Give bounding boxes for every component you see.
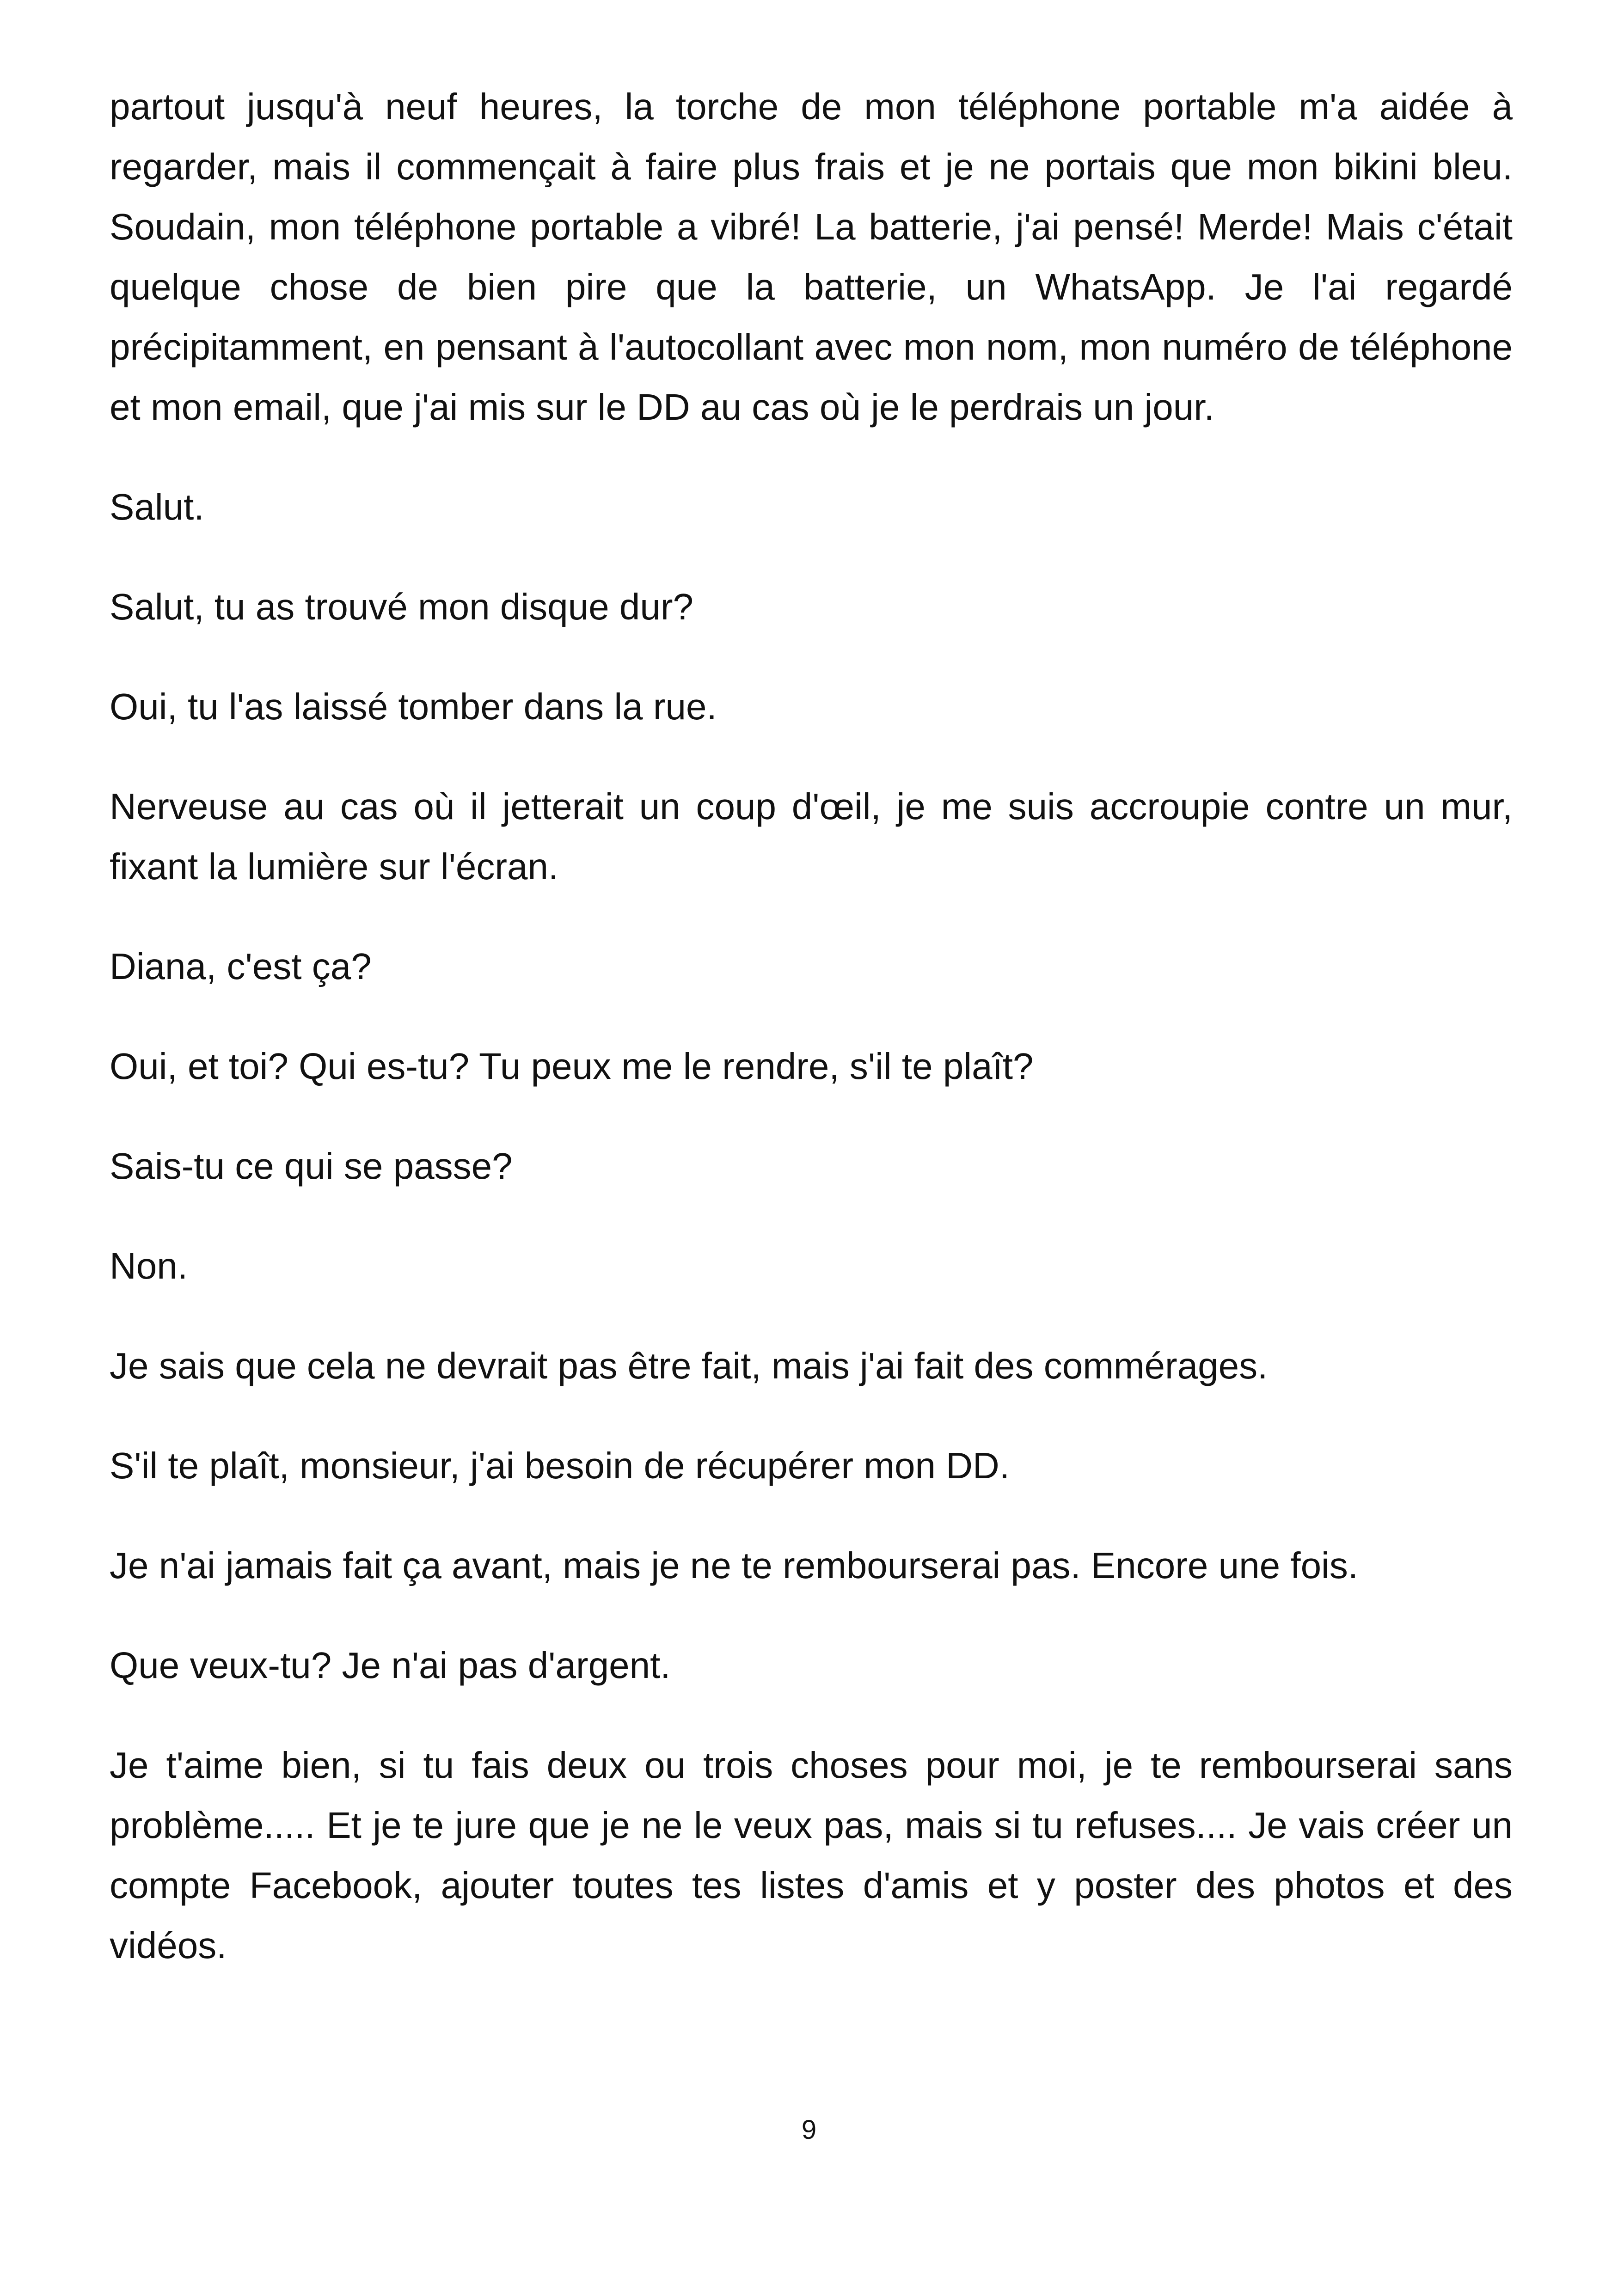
paragraph-dialogue-10: Je n'ai jamais fait ça avant, mais je ne te rembourserai pas. Encore une fois. (110, 1545, 1359, 1586)
paragraph-dialogue-8: Je sais que cela ne devrait pas être fait, mais j'ai fait des commérages. (110, 1345, 1268, 1386)
page-number: 9 (801, 2115, 817, 2145)
paragraph-dialogue-11: Que veux-tu? Je n'ai pas d'argent. (110, 1645, 671, 1686)
paragraph-dialogue-1: Salut. (110, 486, 204, 527)
paragraph-dialogue-9: S'il te plaît, monsieur, j'ai besoin de récupérer mon DD. (110, 1445, 1010, 1486)
paragraph-narration-1: partout jusqu'à neuf heures, la torche de mon téléphone portable m'a aidée à regarder, mais il commençait à faire plus frais et je ne portais que mon bikini bleu. Soudain, mon téléphone portable a vibré! La batterie, j'ai pensé! Merde! Mais c'était quelque chose de bien pire que la batterie, un WhatsApp. Je l'ai regardé précipitamment, en pensant à l'autocollant avec mon nom, mon numéro de téléphone et mon email, que j'ai mis sur le DD au cas où je le perdrais un jour. (110, 86, 1513, 428)
paragraph-dialogue-4: Diana, c'est ça? (110, 946, 372, 987)
paragraph-dialogue-5: Oui, et toi? Qui es-tu? Tu peux me le rendre, s'il te plaît? (110, 1046, 1034, 1087)
paragraph-dialogue-2: Salut, tu as trouvé mon disque dur? (110, 586, 693, 627)
paragraph-dialogue-7: Non. (110, 1245, 188, 1286)
body-text (110, 77, 1513, 1976)
paragraph-narration-2: Nerveuse au cas où il jetterait un coup d'œil, je me suis accroupie contre un mur, fixant la lumière sur l'écran. (110, 786, 1513, 887)
paragraph-dialogue-12: Je t'aime bien, si tu fais deux ou trois choses pour moi, je te rembourserai sans problème..... Et je te jure que je ne le veux pas, mais si tu refuses.... Je vais créer un compte Facebook, ajouter toutes tes listes d'amis et y poster des photos et des vidéos. (110, 1745, 1513, 1966)
paragraph-dialogue-3: Oui, tu l'as laissé tomber dans la rue. (110, 686, 717, 727)
paragraph-dialogue-6: Sais-tu ce qui se passe? (110, 1145, 513, 1187)
